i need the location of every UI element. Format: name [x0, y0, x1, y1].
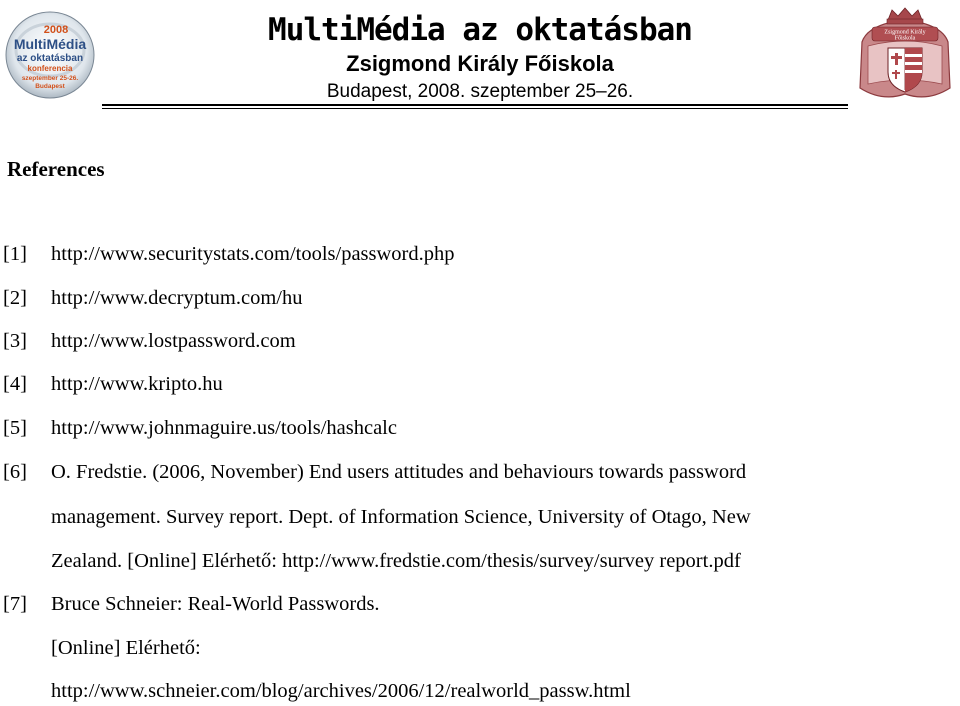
reference-6-line-2: management. Survey report. Dept. of Information Science, University of Otago, New	[51, 506, 751, 528]
reference-number: [7]	[3, 593, 27, 615]
page-title: MultiMédia az oktatásban	[268, 12, 692, 48]
crest-sub: Főiskola	[894, 35, 916, 42]
reference-number: [6]	[3, 461, 27, 483]
logo-city: Budapest	[35, 83, 65, 90]
reference-number: [1]	[3, 243, 27, 265]
crest-name: Zsigmond Király	[884, 29, 926, 36]
logo-kind: konferencia	[27, 64, 73, 73]
reference-6-line-1: O. Fredstie. (2006, November) End users attitudes and behaviours towards password	[51, 461, 747, 483]
reference-1[interactable]: http://www.securitystats.com/tools/password.php	[51, 243, 455, 265]
reference-7-line-2: [Online] Elérhető:	[51, 637, 201, 659]
reference-4[interactable]: http://www.kripto.hu	[51, 373, 223, 395]
college-crest	[858, 6, 952, 106]
reference-number: [3]	[3, 330, 27, 352]
reference-7-line-1: Bruce Schneier: Real-World Passwords.	[51, 593, 380, 615]
header-rule	[102, 104, 848, 106]
reference-7-line-3[interactable]: http://www.schneier.com/blog/archives/2006/12/realworld_passw.html	[51, 680, 631, 702]
conference-date: Budapest, 2008. szeptember 25–26.	[326, 81, 634, 102]
reference-2[interactable]: http://www.decryptum.com/hu	[51, 287, 303, 309]
reference-3[interactable]: http://www.lostpassword.com	[51, 330, 296, 352]
reference-number: [4]	[3, 373, 27, 395]
reference-6-line-3[interactable]: Zealand. [Online] Elérhető: http://www.fredstie.com/thesis/survey/survey report.pdf	[51, 550, 741, 572]
reference-5[interactable]: http://www.johnmaguire.us/tools/hashcalc	[51, 417, 397, 439]
logo-year: 2008	[43, 24, 69, 36]
header-rule-thin	[102, 108, 848, 109]
reference-number: [5]	[3, 417, 27, 439]
logo-name: MultiMédia	[13, 36, 87, 52]
logo-sub: az oktatásban	[16, 53, 84, 64]
logo-date: szeptember 25-26.	[21, 75, 79, 82]
reference-number: [2]	[3, 287, 27, 309]
section-title: References	[7, 157, 105, 181]
institution-name: Zsigmond Király Főiskola	[346, 51, 614, 76]
